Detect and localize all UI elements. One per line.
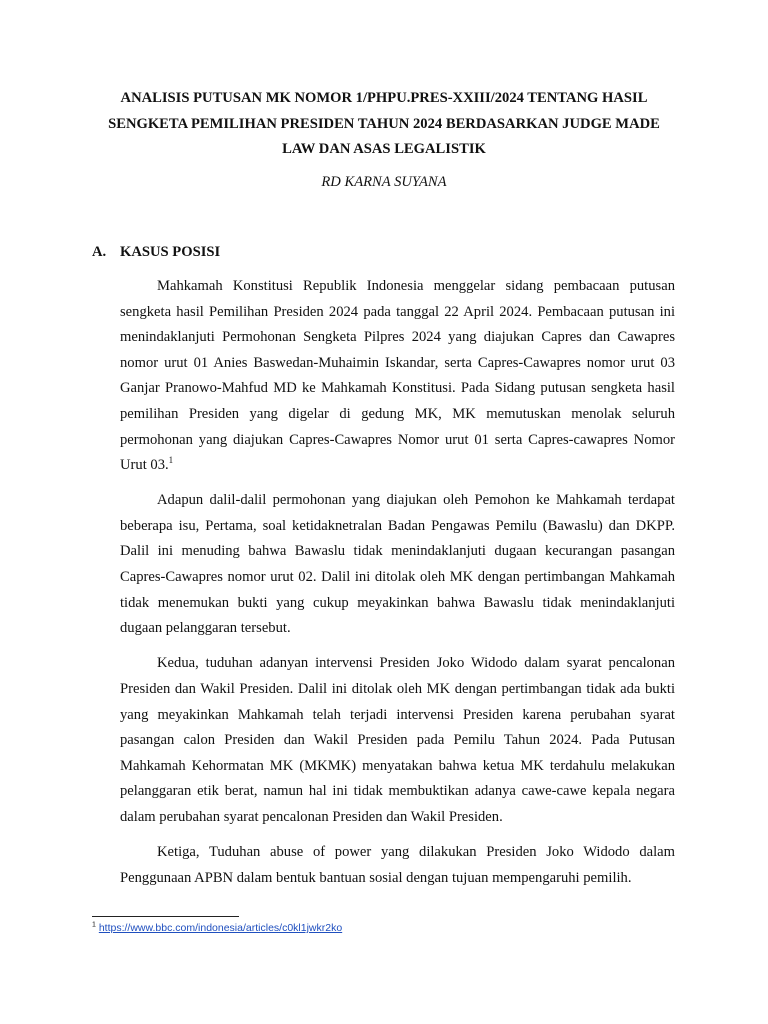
document-author: RD KARNA SUYANA	[321, 174, 447, 190]
footnote-reference[interactable]: 1	[168, 455, 174, 466]
paragraph-4	[120, 840, 675, 891]
body-text	[120, 274, 675, 891]
footnote-separator	[92, 916, 239, 917]
paragraph-text: Adapun dalil-dalil permohonan yang diajukan oleh Pemohon ke Mahkamah terdapat beberapa isu, Pertama, soal ketidaknetralan Badan Pengawas Pemilu (Bawaslu) dan DKPP. Dalil ini menuding bahwa Bawaslu tidak menindaklanjuti dugaan kecurangan pasangan Capres-Cawapres nomor urut 02. Dalil ini ditolak oleh MK dengan pertimbangan Mahkamah tidak menemukan bukti yang cukup meyakinkan bahwa Bawaslu tidak menindaklanjuti dugaan pelanggaran tersebut.	[120, 492, 675, 637]
section-heading	[92, 240, 220, 265]
footnote-link[interactable]: https://www.bbc.com/indonesia/articles/c0kl1jwkr2ko	[98, 922, 343, 934]
section-title: KASUS POSISI	[120, 244, 221, 260]
paragraph-text: Mahkamah Konstitusi Republik Indonesia menggelar sidang pembacaan putusan sengketa hasil Pemilihan Presiden 2024 pada tanggal 22 April 2024. Pembacaan putusan ini menindaklanjuti Permohonan Sengketa Pilpres 2024 yang diajukan Capres dan Cawapres nomor urut 01 Anies Baswedan-Muhaimin Iskandar, serta Capres-Cawapres nomor urut 03 Ganjar Pranowo-Mahfud MD ke Mahkamah Konstitusi. Pada Sidang putusan sengketa hasil pemilihan Presiden yang digelar di gedung MK, MK memutuskan menolak seluruh permohonan yang diajukan Capres-Cawapres Nomor urut 01 serta Capres-cawapres Nomor Urut 03.	[120, 278, 675, 474]
paragraph-1	[120, 274, 675, 479]
paragraph-3	[120, 651, 675, 830]
section-letter: A.	[92, 244, 107, 260]
paragraph-2	[120, 488, 675, 642]
paragraph-text: Kedua, tuduhan adanyan intervensi Presiden Joko Widodo dalam syarat pencalonan Presiden dan Wakil Presiden. Dalil ini ditolak oleh MK dengan pertimbangan tidak ada bukti yang meyakinkan Mahkamah telah terjadi intervensi Presiden karena perubahan syarat pasangan calon Presiden dan Wakil Presiden pada Pemilu Tahun 2024. Pada Putusan Mahkamah Kehormatan MK (MKMK) menyatakan bahwa ketua MK terdahulu melakukan pelanggaran etik berat, namun hal ini tidak membuktikan adanya cawe-cawe kepala negara dalam perubahan syarat pencalonan Presiden dan Wakil Presiden.	[120, 655, 675, 825]
document-title: ANALISIS PUTUSAN MK NOMOR 1/PHPU.PRES-XXIII/2024 TENTANG HASIL SENGKETA PEMILIHAN PRESIDEN TAHUN 2024 BERDASARKAN JUDGE MADE LAW DAN ASAS LEGALISTIK	[108, 90, 660, 157]
footnote-number: 1	[92, 921, 96, 929]
paragraph-text: Ketiga, Tuduhan abuse of power yang dilakukan Presiden Joko Widodo dalam Penggunaan APBN dalam bentuk bantuan sosial dengan tujuan mempengaruhi pemilih.	[120, 843, 675, 886]
footnote	[92, 921, 342, 935]
